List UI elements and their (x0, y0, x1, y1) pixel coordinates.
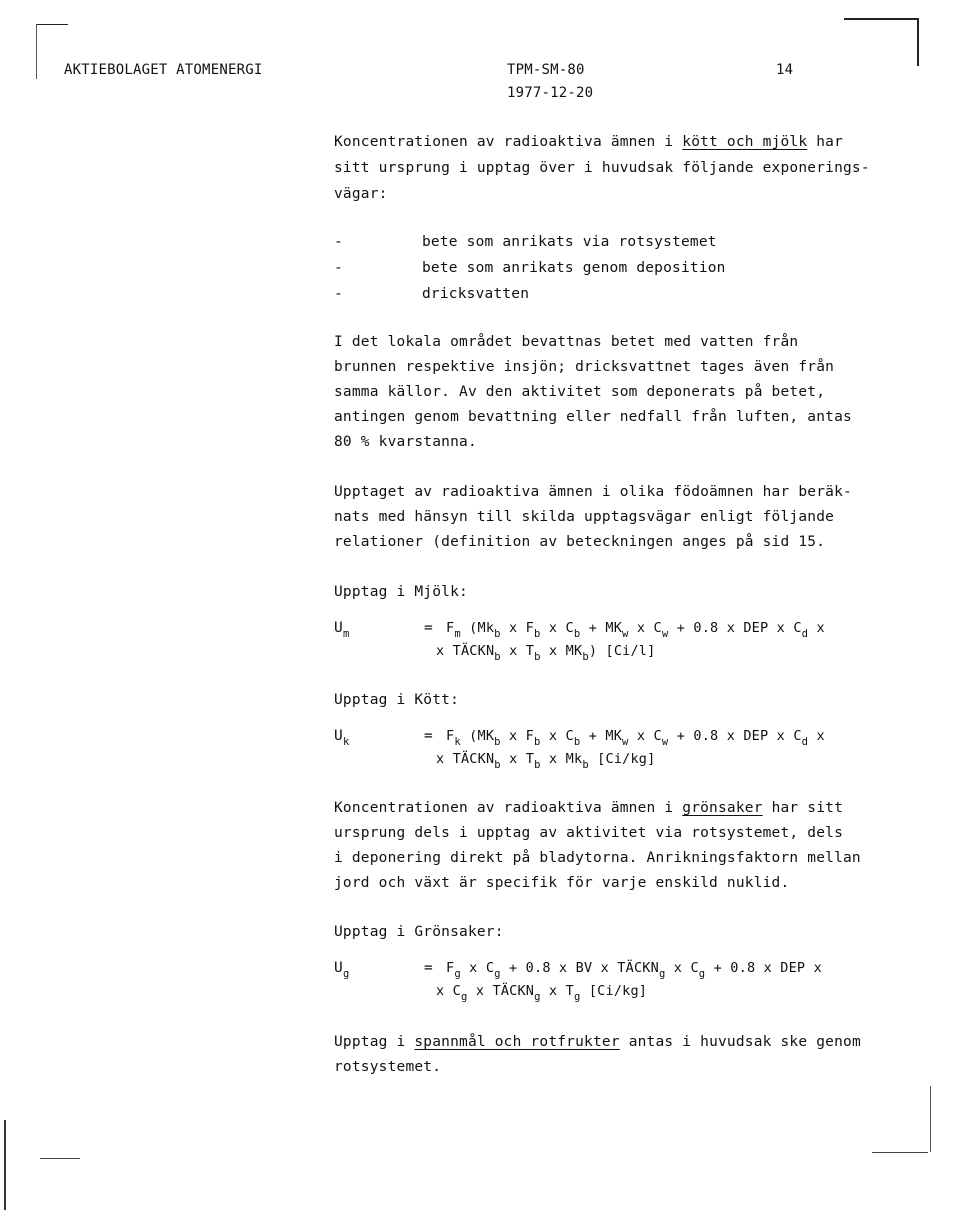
para5-text-a: Upptag i (334, 1034, 415, 1050)
frame-top-right (844, 18, 918, 20)
bullet-dash: - (334, 260, 343, 276)
para5-underlined: spannmål och rotfrukter (414, 1034, 620, 1050)
veg-heading: Upptag i Grönsaker: (334, 924, 504, 940)
meat-formula-line2: x $TÄCKN_b$ x $T_b$ x $Mk_b$ [Ci/kg] (436, 751, 656, 771)
veg-formula-line1: $F_g$ x $C_g + 0.8$ x BV x $TÄCKN_g$ x $C_g + 0.8$ x DEP x (446, 960, 822, 980)
veg-eq: = (424, 960, 433, 976)
meat-formula-line1: $F_k$ ($MK_b$ x $F_b$ x $C_b + MK_w$ x $C_w + 0.8$ x DEP x $C_d$ x (446, 728, 825, 748)
veg-lhs: $U_g$ (334, 960, 350, 980)
frame-top-left (36, 24, 68, 25)
para5-line: rotsystemet. (334, 1059, 442, 1075)
para1-line2: sitt ursprung i upptag över i huvudsak följande exponerings- (334, 160, 870, 176)
para1-text-b: har (807, 134, 844, 150)
frame-right (917, 18, 919, 66)
para4-line: i deponering direkt på bladytorna. Anrikningsfaktorn mellan (334, 850, 861, 866)
para3-line: relationer (definition av beteckningen anges på sid 15. (334, 534, 826, 550)
para5-text-b: antas i huvudsak ske genom (619, 1034, 861, 1050)
para4-underlined: grönsaker (682, 800, 763, 816)
meat-heading: Upptag i Kött: (334, 692, 460, 708)
para2-line: brunnen respektive insjön; dricksvattnet tages även från (334, 359, 835, 375)
para1-line1 (334, 134, 843, 150)
meat-lhs: $U_k$ (334, 728, 350, 748)
bullet-dash: - (334, 286, 343, 302)
para2-line: 80 % kvarstanna. (334, 434, 477, 450)
para4-line: ursprung dels i upptag av aktivitet via rotsystemet, dels (334, 825, 843, 841)
header-report-no: TPM-SM-80 (507, 62, 585, 78)
para4-line1 (334, 800, 843, 816)
frame-bottom-right (930, 1086, 931, 1152)
header-date: 1977-12-20 (507, 85, 594, 101)
para4-line: jord och växt är specifik för varje enskild nuklid. (334, 875, 790, 891)
para3-line: nats med hänsyn till skilda upptagsvägar enligt följande (334, 509, 835, 525)
para2-line: samma källor. Av den aktivitet som deponerats på betet, (334, 384, 826, 400)
veg-formula-line2: x $C_g$ x $TÄCKN_g$ x $T_g$ [Ci/kg] (436, 983, 648, 1003)
header-page-no: 14 (776, 62, 794, 78)
bullet-item: bete som anrikats genom deposition (422, 260, 726, 276)
frame-left (36, 24, 37, 79)
meat-eq: = (424, 728, 433, 744)
para2-line: I det lokala området bevattnas betet med vatten från (334, 334, 799, 350)
milk-heading: Upptag i Mjölk: (334, 584, 468, 600)
scan-mark-right (872, 1152, 928, 1153)
bullet-item: bete som anrikats via rotsystemet (422, 234, 717, 250)
frame-bottom-left (4, 1120, 6, 1210)
para4-text-b: har sitt (762, 800, 844, 816)
milk-formula-line2: x $TÄCKN_b$ x $T_b$ x $MK_b$) [Ci/l] (436, 643, 656, 663)
para2-line: antingen genom bevattning eller nedfall från luften, antas (334, 409, 852, 425)
bullet-dash: - (334, 234, 343, 250)
para1-line3: vägar: (334, 186, 388, 202)
header-company: AKTIEBOLAGET ATOMENERGI (64, 62, 263, 78)
para3-line: Upptaget av radioaktiva ämnen i olika födoämnen har beräk- (334, 484, 852, 500)
milk-lhs: $U_m$ (334, 620, 350, 640)
para5-line1 (334, 1034, 861, 1050)
milk-formula-line1: $F_m$ ($Mk_b$ x $F_b$ x $C_b + MK_w$ x $C_w + 0.8$ x DEP x $C_d$ x (446, 620, 825, 640)
para1-underlined: kött och mjölk (682, 134, 808, 150)
scan-mark-left (40, 1158, 80, 1159)
bullet-item: dricksvatten (422, 286, 530, 302)
para1-text-a: Koncentrationen av radioaktiva ämnen i (334, 134, 683, 150)
para4-text-a: Koncentrationen av radioaktiva ämnen i (334, 800, 683, 816)
milk-eq: = (424, 620, 433, 636)
